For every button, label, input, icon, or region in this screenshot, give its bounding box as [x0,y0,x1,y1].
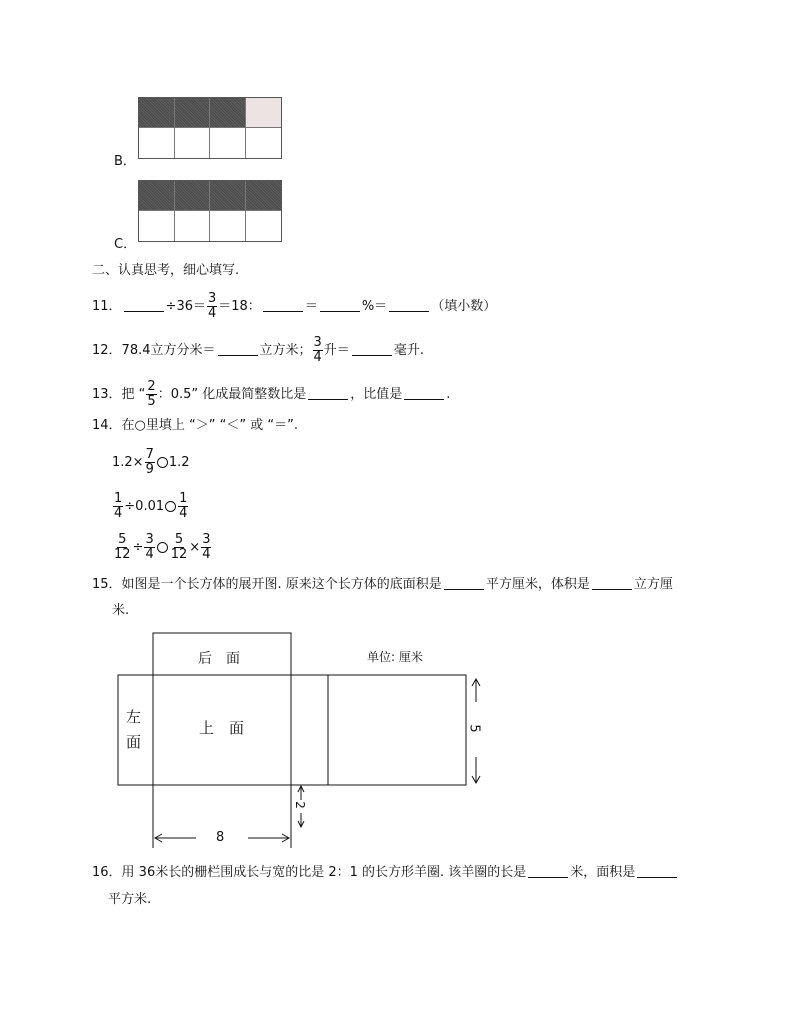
question-number: 12． [92,343,122,358]
grid-cell [246,98,282,128]
question-14 [92,416,298,436]
option-c-grid [138,180,282,242]
fraction: $\frac{1}{4}$ [179,491,188,521]
dimension-2: 2 [292,801,307,809]
answer-blank[interactable] [263,297,303,312]
question-13 [92,380,450,409]
expr-text: ÷ [132,540,144,555]
q14-text: 在○里填上 “＞” “＜” 或 “＝”. [121,418,298,433]
grid-cell [139,128,175,158]
fraction: $\frac{3}{4}$ [202,532,211,562]
grid-cell [139,98,175,128]
compare-circle[interactable] [165,501,176,512]
grid-cell [175,211,211,241]
question-number: 14． [92,418,122,433]
comparison-1 [112,448,190,477]
expr-text: 1.2× [112,455,144,470]
left-face-label-1: 左 [126,708,142,726]
q15-text: 平方厘米，体积是 [485,577,590,592]
answer-blank[interactable] [592,575,632,590]
fraction: $\frac{2}{5}$ [147,379,156,409]
expr-text: × [189,540,201,555]
question-number: 16． [92,865,122,880]
fraction: $\frac{7}{9}$ [145,447,154,477]
expr-text: 1.2 [168,455,190,470]
back-face-label: 后 面 [198,651,240,667]
grid-cell [210,181,246,211]
comparison-3 [112,533,212,562]
question-number: 13． [92,387,122,402]
q12-text: 升＝ [323,343,350,358]
answer-blank[interactable] [218,341,258,356]
answer-blank[interactable] [352,341,392,356]
q16-text: 用 36米长的栅栏围成长与宽的比是 2：1 的长方形羊圈. 该羊圈的长是 [121,865,527,880]
answer-blank[interactable] [308,385,348,400]
grid-cell [175,128,211,158]
answer-blank[interactable] [637,863,677,878]
grid-cell [139,211,175,241]
grid-cell [210,211,246,241]
comparison-2 [112,492,189,521]
grid-cell [246,181,282,211]
option-c-label: C． [114,237,137,252]
answer-blank[interactable] [528,863,568,878]
question-16 [92,863,679,883]
fraction: $\frac{5}{12}$ [114,532,131,562]
question-number: 15． [92,577,122,592]
q16-text: 米，面积是 [570,865,636,880]
q11-text: ＝ [304,299,318,314]
dimension-5: 5 [466,724,482,733]
q13-text: 把 “ [121,387,146,402]
grid-cell [175,98,211,128]
q11-text: ＝18： [218,299,261,314]
grid-cell [246,128,282,158]
compare-circle[interactable] [157,457,168,468]
grid-cell [139,181,175,211]
expr-text: ÷0.01 [124,499,165,514]
question-11 [92,292,496,321]
section-title: 二、认真思考，细心填写. [92,263,240,278]
fraction: $\frac{3}{4}$ [145,532,154,562]
grid-cell [175,181,211,211]
q12-text: 立方米； [259,343,312,358]
grid-cell [246,211,282,241]
q11-text: ÷36＝ [165,299,206,314]
answer-blank[interactable] [404,385,444,400]
left-face-label-2: 面 [126,733,142,751]
fraction: $\frac{3}{4}$ [207,291,217,321]
fraction: $\frac{1}{4}$ [114,491,123,521]
grid-cell [210,128,246,158]
question-number: 11． [92,299,122,314]
answer-blank[interactable] [389,297,429,312]
answer-blank[interactable] [124,297,164,312]
fraction: $\frac{5}{12}$ [170,532,188,562]
question-15-continued: 米. [112,603,130,618]
q15-text: 如图是一个长方体的展开图. 原来这个长方体的底面积是 [121,577,442,592]
grid-cell [210,98,246,128]
q12-text: 78.4立方分米＝ [121,343,216,358]
question-12 [92,336,424,365]
top-face-label: 上 面 [199,719,245,737]
q11-note: （填小数） [431,299,497,314]
fraction: $\frac{3}{4}$ [313,335,322,365]
unit-label: 单位: 厘米 [367,650,423,664]
q13-text: ：0.5” 化成最简整数比是 [157,387,307,402]
question-15 [92,575,673,595]
compare-circle[interactable] [157,542,168,553]
option-b-label: B． [114,154,136,169]
option-b-grid [138,97,282,159]
q11-text: %＝ [361,299,388,314]
net-main-strip [118,675,466,785]
q15-text: 立方厘 [633,577,673,592]
q13-text: ，比值是 [350,387,403,402]
question-16-continued: 平方米. [108,892,152,907]
q13-text: . [446,387,451,402]
q12-text: 毫升. [393,343,424,358]
answer-blank[interactable] [320,297,360,312]
answer-blank[interactable] [444,575,484,590]
dimension-8: 8 [216,830,225,845]
